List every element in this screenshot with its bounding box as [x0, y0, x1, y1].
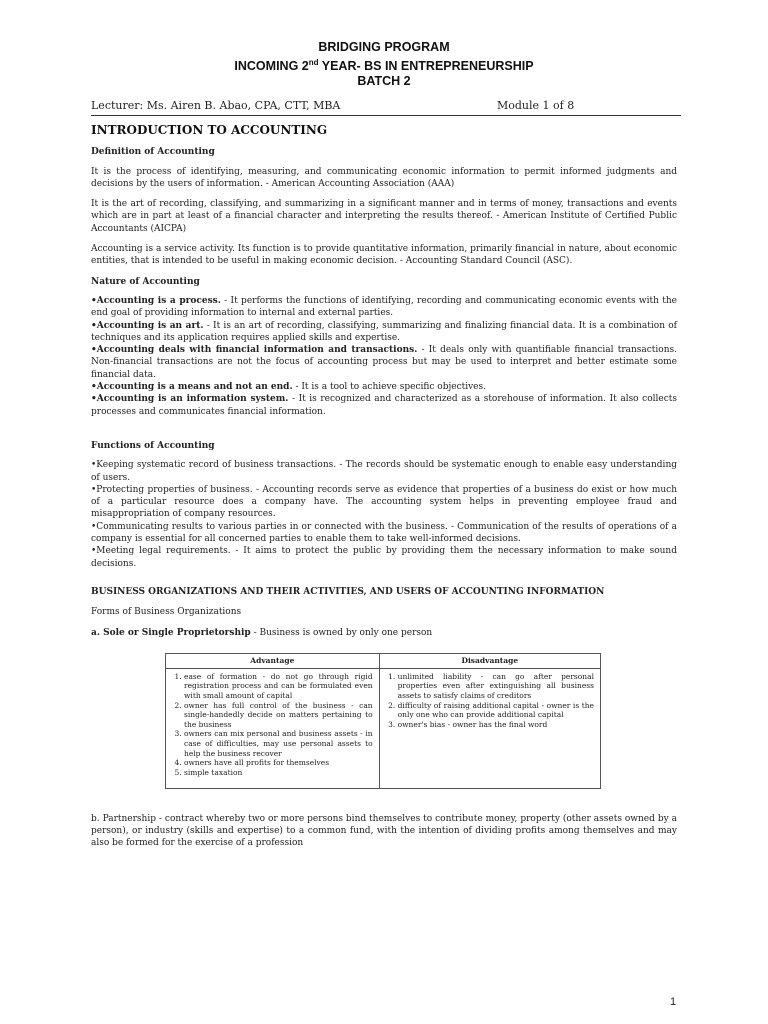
advantage-table [165, 653, 601, 789]
nature-item: •Accounting is an art. - It is an art of recording, classifying, summarizing and finalizing financial data. It is a combination of techniques and its application requires applied skills and expertise. [91, 320, 677, 343]
page-title: INTRODUCTION TO ACCOUNTING [91, 123, 328, 137]
forms-label: Forms of Business Organizations [91, 607, 242, 618]
batch-label: BATCH 2 [357, 74, 411, 89]
advantage-item: 1. ease of formation - do not go through rigid registration process and can be formulated even with small amount of capital [184, 672, 373, 701]
page-number: 1 [670, 996, 677, 1008]
nature-heading: Nature of Accounting [91, 276, 200, 287]
advantage-item: 5. simple taxation [184, 768, 373, 778]
definition-paragraph: It is the process of identifying, measuring, and communicating economic information to permit informed judgments and decisions by the users of information. - American Accounting Association (AAA) [91, 166, 677, 189]
functions-heading: Functions of Accounting [91, 440, 215, 451]
program-title: BRIDGING PROGRAM [318, 40, 450, 54]
definition-heading: Definition of Accounting [91, 147, 215, 158]
advantage-item: 2. owner has full control of the business - can single-handedly decide on matters pertaining to the business [184, 701, 373, 730]
disadvantage-item: 1. unlimited liability - can go after personal properties even after extinguishing all business assets to satisfy claims of creditors [398, 672, 594, 701]
sole-proprietorship-line: a. Sole or Single Proprietorship - Business is owned by only one person [91, 627, 433, 638]
advantage-item: 4. owners have all profits for themselves [184, 758, 373, 768]
functions-item: •Keeping systematic record of business transactions. - The records should be systematic enough to enable easy understanding of users. [91, 460, 677, 483]
program-subtitle: INCOMING 2nd YEAR- BS IN ENTREPRENEURSHIP [234, 58, 534, 74]
partnership-paragraph: b. Partnership - contract whereby two or more persons bind themselves to contribute money, property (other assets owned by a person), or industry (skills and expertise) to a common fund, with the intention of dividing profits among themselves and may also be formed for the exercise of a profession [91, 813, 677, 849]
document-body [91, 124, 677, 858]
nature-item: •Accounting deals with financial information and transactions. - It deals only with quantifiable financial transactions. Non-financial transactions are not the focus of accounting process but may be used to interpret and better estimate some financial data. [91, 345, 677, 380]
functions-item: •Meeting legal requirements. - It aims to protect the public by providing them the necessary information to make sound decisions. [91, 546, 677, 569]
nature-item: •Accounting is an information system. - It is recognized and characterized as a storehouse of information. It also collects processes and communicates financial information. [91, 394, 677, 417]
lecturer-row [91, 99, 681, 116]
nature-item: •Accounting is a means and not an end. - It is a tool to achieve specific objectives. [91, 382, 486, 393]
advantage-item: 3. owners can mix personal and business assets - in case of difficulties, may use personal assets to help the business recover [184, 729, 373, 758]
advantage-header: Advantage [166, 653, 380, 668]
disadvantage-item: 3. owner's bias - owner has the final word [398, 720, 594, 730]
advantage-cell [166, 668, 380, 788]
document-header [0, 40, 768, 89]
disadvantage-header: Disadvantage [379, 653, 600, 668]
functions-item: •Protecting properties of business. - Accounting records serve as evidence that properties of a business do exist or how much of a particular resource does a company have. The accounting system helps in preventing employee fraud and misappropriation of company resources. [91, 484, 677, 520]
module-label: Module 1 of 8 [497, 99, 575, 112]
nature-item: •Accounting is a process. - It performs the functions of identifying, recording and communicating economic events with the end goal of providing information to internal and external parties. [91, 295, 677, 319]
definition-paragraph: Accounting is a service activity. Its function is to provide quantitative information, primarily financial in nature, about economic entities, that is intended to be useful in making economic decision. - Accounting Standard Council (ASC). [91, 244, 677, 267]
functions-item: •Communicating results to various parties in or connected with the business. - Communication of the results of operations of a company is essential for all concerned parties to enable them to take well-informed decisions. [91, 521, 677, 545]
disadvantage-item: 2. difficulty of raising additional capital - owner is the only one who can provide additional capital [398, 701, 594, 720]
lecturer-name: Lecturer: Ms. Airen B. Abao, CPA, CTT, MBA [91, 99, 341, 112]
definition-paragraph: It is the art of recording, classifying, and summarizing in a significant manner and in terms of money, transactions and events which are in part at least of a financial character and interpreting the results thereof. - American Institute of Certified Public Accountants (AICPA) [91, 199, 677, 234]
disadvantage-cell [379, 668, 600, 788]
business-heading: BUSINESS ORGANIZATIONS AND THEIR ACTIVITIES, AND USERS OF ACCOUNTING INFORMATION [91, 586, 605, 597]
